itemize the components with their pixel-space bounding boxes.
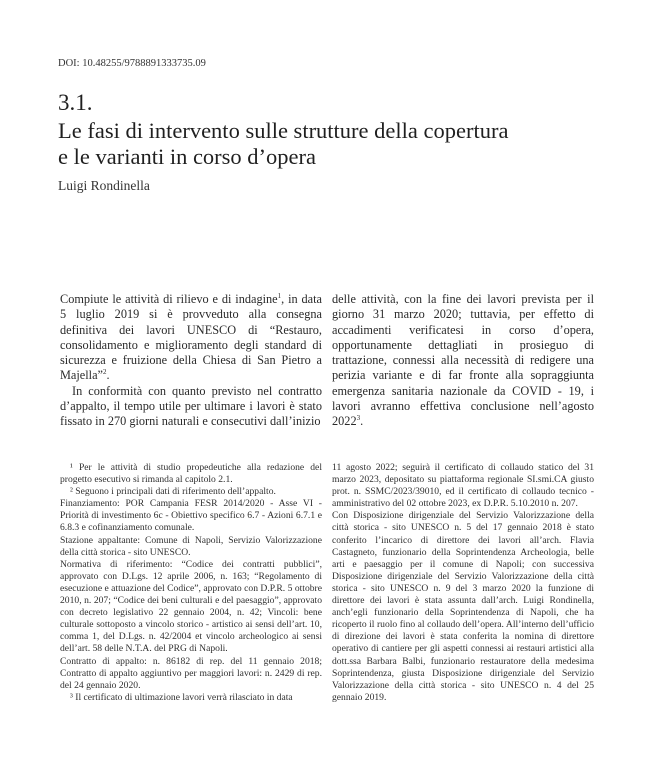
body-column-right	[332, 292, 594, 430]
footnote-3-continued: 11 agosto 2022; seguirà il certificato di collaudo statico del 31 marzo 2023, depositato su piattaforma regionale SI.smi.CA giusto prot. n. SSMC/2023/39010, ed il certificato di collaudo tecnico - amministrativo del 02 ottobre 2023, ex D.P.R. 5.10.2010 n. 207.	[332, 462, 594, 510]
footnote-2-financing: Finanziamento: POR Campania FESR 2014/2020 - Asse VI - Priorità di investimento 6c - Obiettivo specifico 6.7 - Azioni 6.7.1 e 6.8.3 e cofinanziamento comunale.	[60, 498, 322, 534]
body-paragraph-3: delle attività, con la fine dei lavori prevista per il giorno 31 marzo 2020; tuttavia, per effetto di accadimenti verificatesi in corso d’opera, opportunamente dettagliati in prosieguo di trattazione, connessi alla necessità di redigere una perizia variante e di far fronte alla sopraggiunta emergenza sanitaria nazionale da COVID - 19, i lavori avranno effettiva conclusione nell’agosto 2022$^3$.	[332, 292, 594, 429]
chapter-title-line-1: Le fasi di intervento sulle strutture della copertura	[58, 118, 509, 143]
author-name: Luigi Rondinella	[58, 178, 150, 193]
footnotes-left	[60, 462, 322, 704]
footnote-ref-1: 1	[277, 291, 282, 300]
footnote-1: ¹ Per le attività di studio propedeutiche alla redazione del progetto esecutivo si rimanda al capitolo 2.1.	[60, 462, 322, 486]
footnote-2-contracting-authority: Stazione appaltante: Comune di Napoli, Servizio Valorizzazione della città storica - sito UNESCO.	[60, 534, 322, 558]
footnote-3-appointments: Con Disposizione dirigenziale del Servizio Valorizzazione della città storica - sito UNESCO n. 5 del 17 gennaio 2018 è stato conferito l’incarico di direttore dei lavori all’arch. Flavia Castagneto, funzionario della Soprintendenza Archeologia, belle arti e paesaggio per il comune di Napoli; con successiva Disposizione dirigenziale del Servizio Valorizzazione della città storica - sito UNESCO n. 9 del 3 marzo 2020 la funzione di direttore dei lavori è stata assunta dall’arch. Luigi Rondinella, anch’egli funzionario della Soprintendenza di Napoli, che ha ricoperto il ruolo fino al collaudo dell’opera. All’interno dell’ufficio di direzione dei lavori è stata conferita la nomina di direttore operativo di cantiere per gli aspetti connessi ai restauri artistici alla dott.ssa Barbara Balbi, funzionario restauratore della medesima Soprintendenza, giusta Disposizione dirigenziale del Servizio Valorizzazione della città storica - sito UNESCO n. 4 del 25 gennaio 2019.	[332, 510, 594, 703]
chapter-title	[58, 118, 618, 170]
body-column-left	[60, 292, 322, 430]
body-paragraph-1: Compiute le attività di rilievo e di indagine$^1$, in data 5 luglio 2019 si è provveduto alla consegna definitiva dei lavori UNESCO di “Restauro, consolidamento e miglioramento degli standard di sicurezza e fruizione della Chiesa di San Pietro a Majella”$^2$.	[60, 291, 322, 383]
footnotes-right	[332, 462, 594, 704]
footnote-ref-2: 2	[103, 368, 107, 377]
footnote-3: ³ Il certificato di ultimazione lavori verrà rilasciato in data	[70, 691, 293, 703]
footnote-ref-3: 3	[356, 414, 361, 423]
footnote-2-contracts: Contratto di appalto: n. 86182 di rep. del 11 gennaio 2018; Contratto di appalto aggiuntivo per maggiori lavori: n. 2429 di rep. del 24 gennaio 2020.	[60, 655, 322, 691]
footnote-2: ² Seguono i principali dati di riferimento dell’appalto.	[70, 486, 276, 498]
footnote-2-regulations: Normativa di riferimento: “Codice dei contratti pubblici”, approvato con D.Lgs. 12 aprile 2006, n. 163; “Regolamento di esecuzione e attuazione del Codice”, approvato con D.P.R. 5 ottobre 2010, n. 207; “Codice dei beni culturali e del paesaggio”, approvato con decreto legislativo 22 gennaio 2004, n. 42; Vincoli: bene culturale sottoposto a vincolo storico - artistico ai sensi dell’art. 10, comma 1, del D.Lgs. n. 42/2004 et vincolo archeologico ai sensi dell’art. 58 delle N.T.A. del PRG di Napoli.	[60, 558, 322, 655]
chapter-number: 3.1.	[58, 90, 93, 115]
chapter-title-line-2: e le varianti in corso d’opera	[58, 144, 317, 169]
body-paragraph-2: In conformità con quanto previsto nel contratto d’appalto, il tempo utile per ultimare i lavori è stato fissato in 270 giorni naturali e consecutivi dall’inizio	[60, 383, 322, 429]
doi-line: DOI: 10.48255/9788891333735.09	[58, 58, 206, 69]
